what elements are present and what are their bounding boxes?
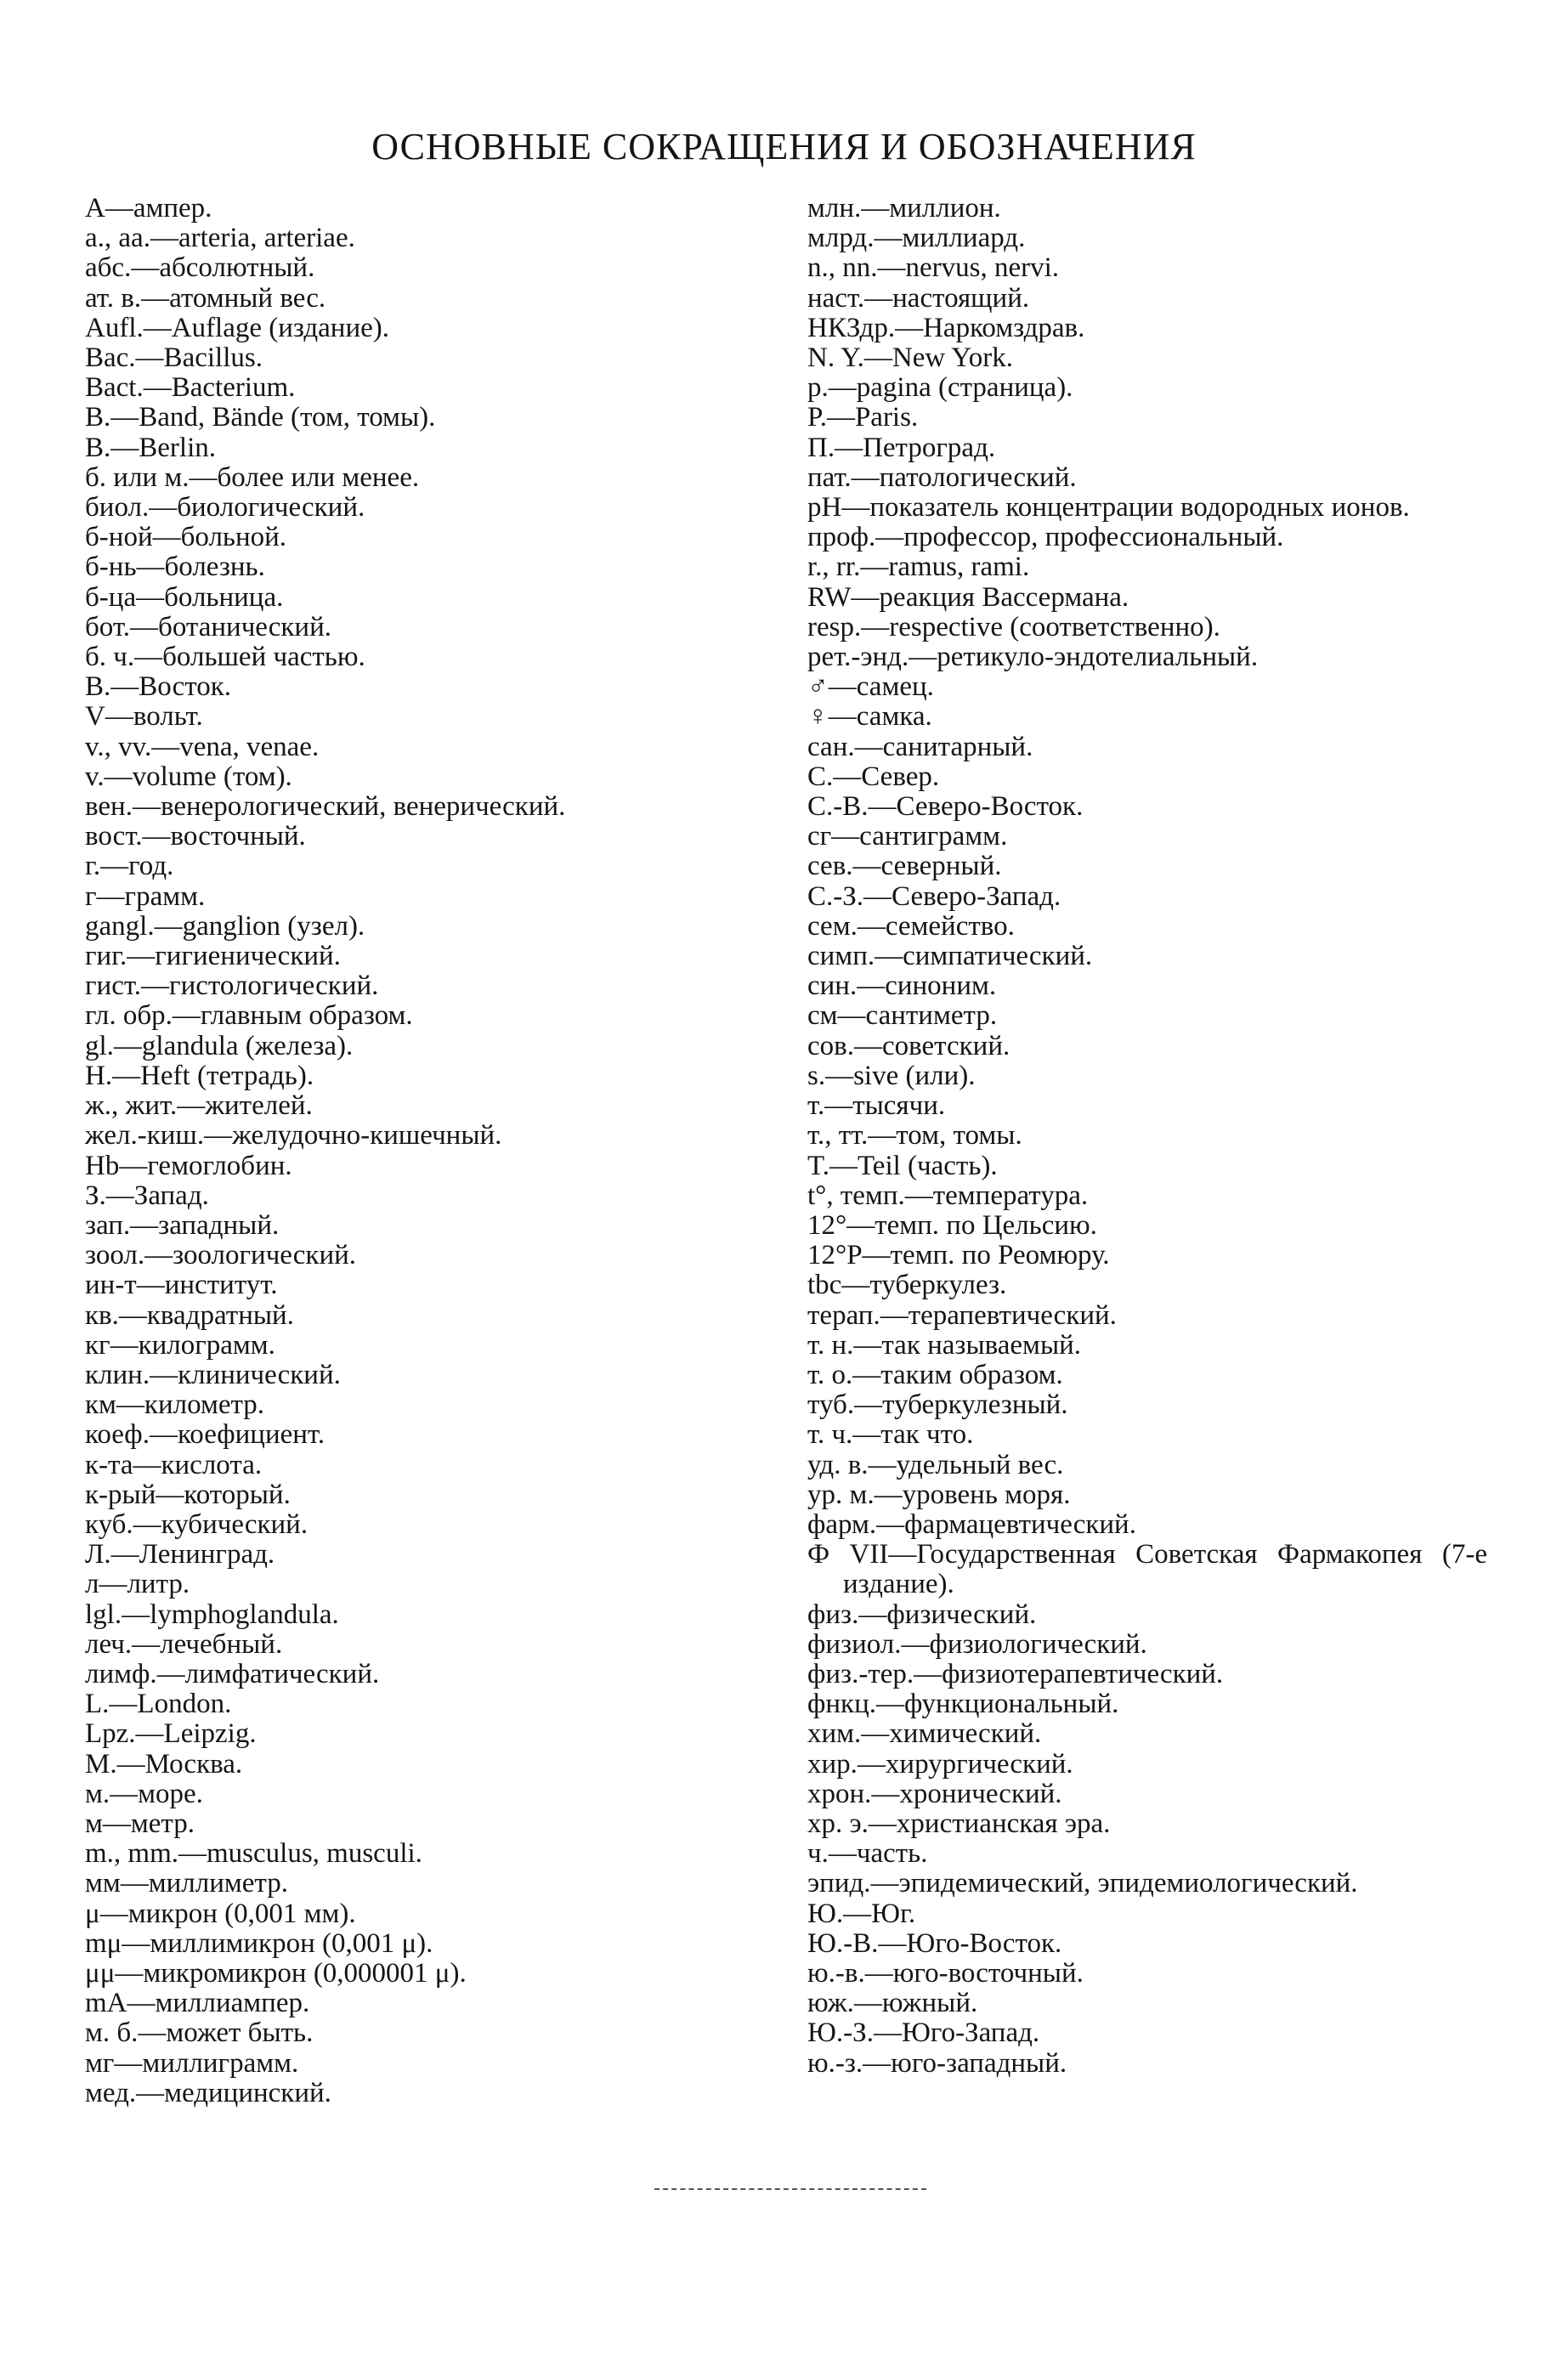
abbreviation-entry: т.—тысячи. [807, 1090, 946, 1122]
abbreviation-entry: физ.-тер.—физиотерапевтический. [807, 1658, 1224, 1689]
abbreviation-entry: L.—London. [85, 1689, 232, 1720]
abbreviation-entry: м.—море. [85, 1778, 203, 1809]
abbreviation-entry: биол.—биологический. [85, 492, 365, 523]
abbreviation-entry: б-ца—больница. [85, 581, 284, 613]
abbreviation-entry: хрон.—хронический. [807, 1778, 1062, 1809]
abbreviation-entry: т. о.—таким образом. [807, 1359, 1063, 1390]
abbreviation-entry: Bact.—Bacterium. [85, 372, 296, 404]
abbreviation-entry: б. или м.—более или менее. [85, 461, 420, 493]
abbreviation-entry: к-рый—который. [85, 1479, 291, 1510]
abbreviation-entry: gl.—glandula (железа). [85, 1030, 354, 1061]
abbreviation-entry: км—километр. [85, 1389, 265, 1421]
abbreviation-entry: сем.—семейство. [807, 910, 1015, 942]
abbreviation-entry: B.—Berlin. [85, 432, 216, 463]
abbreviation-entry: туб.—туберкулезный. [807, 1389, 1068, 1421]
abbreviation-entry: куб.—кубический. [85, 1508, 309, 1540]
abbreviation-entry: gangl.—ganglion (узел). [85, 910, 365, 942]
abbreviation-entry: B.—Band, Bände (том, томы). [85, 402, 436, 433]
abbreviation-entry: вост.—восточный. [85, 821, 306, 852]
right-column [807, 194, 1487, 2079]
abbreviation-entry: б. ч.—большей частью. [85, 642, 365, 673]
abbreviation-entry: зоол.—зоологический. [85, 1240, 357, 1271]
abbreviation-entry: t°, темп.—температура. [807, 1180, 1089, 1211]
abbreviation-entry: жел.-киш.—желудочно-кишечный. [85, 1120, 502, 1152]
abbreviation-entry: Lpz.—Leipzig. [85, 1718, 257, 1750]
abbreviation-entry: В.—Восток. [85, 671, 232, 703]
abbreviation-entry: ч.—часть. [807, 1838, 928, 1870]
abbreviation-entry: Hb—гемоглобин. [85, 1150, 292, 1181]
abbreviation-entry: 12°—темп. по Цельсию. [807, 1209, 1097, 1241]
abbreviation-entry: леч.—лечебный. [85, 1628, 283, 1660]
abbreviation-entry: пат.—патологический. [807, 461, 1077, 493]
abbreviation-entry: tbc—туберкулез. [807, 1270, 1007, 1301]
abbreviation-entry: m., mm.—musculus, musculi. [85, 1838, 422, 1870]
abbreviation-entry: r., rr.—ramus, rami. [807, 552, 1030, 583]
abbreviation-entry: т. н.—так называемый. [807, 1329, 1082, 1361]
abbreviation-entry: мед.—медицинский. [85, 2077, 331, 2108]
abbreviation-entry: физиол.—физиологический. [807, 1628, 1147, 1660]
abbreviation-entry: ♂—самец. [807, 671, 934, 703]
abbreviation-entry: С.—Север. [807, 761, 940, 792]
abbreviation-entry: эпид.—эпидемический, эпидемиологический. [807, 1868, 1358, 1899]
abbreviation-entry: Bac.—Bacillus. [85, 342, 263, 374]
abbreviation-entry: бот.—ботанический. [85, 611, 332, 642]
abbreviation-entry: наст.—настоящий. [807, 282, 1030, 314]
page-title: ОСНОВНЫЕ СОКРАЩЕНИЯ И ОБОЗНАЧЕНИЯ [371, 126, 1197, 167]
abbreviation-entry: т. ч.—так что. [807, 1419, 974, 1451]
abbreviation-entry: С.-З.—Северо-Запад. [807, 880, 1061, 912]
footer-divider [654, 2188, 926, 2190]
abbreviation-entry: ур. м.—уровень моря. [807, 1479, 1071, 1510]
abbreviation-entry: млн.—миллион. [807, 193, 1001, 224]
abbreviation-entry: resp.—respective (соответственно). [807, 611, 1220, 642]
abbreviation-entry: мг—миллиграмм. [85, 2047, 299, 2079]
abbreviation-entry: T.—Teil (часть). [807, 1150, 998, 1181]
abbreviation-entry: p.—pagina (страница). [807, 372, 1073, 404]
abbreviation-entry: П.—Петроград. [807, 432, 996, 463]
abbreviation-entry: гист.—гистологический. [85, 970, 379, 1002]
abbreviation-entry: гл. обр.—главным образом. [85, 1000, 413, 1032]
abbreviation-entry: mA—миллиампер. [85, 1988, 310, 2019]
abbreviation-entry: Ю.-З.—Юго-Запад. [807, 2017, 1040, 2049]
abbreviation-entry: л—литр. [85, 1569, 190, 1600]
abbreviation-entry: лимф.—лимфатический. [85, 1658, 380, 1689]
abbreviation-entry: кг—килограмм. [85, 1329, 275, 1361]
abbreviation-entry: v.—volume (том). [85, 761, 292, 792]
abbreviation-entry: ♀—самка. [807, 701, 932, 733]
abbreviation-entry: З.—Запад. [85, 1180, 209, 1211]
abbreviation-entry: А—ампер. [85, 193, 212, 224]
abbreviation-entry: мм—миллиметр. [85, 1868, 289, 1899]
abbreviation-entry: V—вольт. [85, 701, 203, 733]
abbreviation-entry: RW—реакция Вассермана. [807, 581, 1129, 613]
abbreviation-entry: μμ—микромикрон (0,000001 μ). [85, 1957, 467, 1989]
abbreviation-entry: lgl.—lymphoglandula. [85, 1599, 339, 1630]
left-column [85, 194, 782, 2108]
abbreviation-entry: проф.—профессор, профессиональный. [807, 522, 1284, 553]
abbreviation-entry: ж., жит.—жителей. [85, 1090, 313, 1122]
abbreviation-entry: гиг.—гигиенический. [85, 941, 341, 972]
abbreviation-entry: терап.—терапевтический. [807, 1299, 1117, 1331]
abbreviation-entry: сг—сантиграмм. [807, 821, 1008, 852]
abbreviation-entry: уд. в.—удельный вес. [807, 1449, 1064, 1480]
abbreviation-entry: м. б.—может быть. [85, 2017, 314, 2049]
abbreviation-entry: С.-В.—Северо-Восток. [807, 791, 1084, 823]
abbreviation-entry: ин-т—институт. [85, 1270, 278, 1301]
abbreviation-entry: б-нь—болезнь. [85, 552, 265, 583]
abbreviation-entry: фнкц.—функциональный. [807, 1689, 1119, 1720]
abbreviation-entry: Aufl.—Auflage (издание). [85, 312, 390, 343]
abbreviation-entry: к-та—кислота. [85, 1449, 263, 1480]
abbreviation-entry: ат. в.—атомный вес. [85, 282, 326, 314]
abbreviation-entry: зап.—западный. [85, 1209, 280, 1241]
abbreviation-entry: сев.—северный. [807, 851, 1002, 882]
abbreviation-entry: сан.—санитарный. [807, 731, 1033, 762]
abbreviation-entry: син.—синоним. [807, 970, 997, 1002]
abbreviation-entry: а., аа.—arteria, arteriae. [85, 223, 355, 254]
abbreviation-entry: г.—год. [85, 851, 174, 882]
abbreviation-entry: ю.-з.—юго-западный. [807, 2047, 1067, 2079]
abbreviation-entry: НКЗдр.—Наркомздрав. [807, 312, 1085, 343]
abbreviation-entry: см—сантиметр. [807, 1000, 998, 1032]
abbreviation-entry: mμ—миллимикрон (0,001 μ). [85, 1927, 433, 1959]
abbreviation-entry: сов.—советский. [807, 1030, 1010, 1061]
abbreviation-entry: Ю.-В.—Юго-Восток. [807, 1927, 1062, 1959]
abbreviation-entry: v., vv.—vena, venae. [85, 731, 320, 762]
abbreviation-entry: абс.—абсолютный. [85, 252, 315, 284]
abbreviation-entry: коеф.—коефициент. [85, 1419, 325, 1451]
abbreviation-entry: г—грамм. [85, 880, 206, 912]
abbreviation-entry: s.—sive (или). [807, 1060, 976, 1091]
abbreviation-entry: м—метр. [85, 1808, 195, 1839]
abbreviation-entry: H.—Heft (тетрадь). [85, 1060, 314, 1091]
abbreviation-entry: клин.—клинический. [85, 1359, 341, 1390]
abbreviation-entry: 12°Р—темп. по Реомюру. [807, 1240, 1110, 1271]
abbreviation-entry: М.—Москва. [85, 1748, 243, 1780]
abbreviation-entry: μ—микрон (0,001 мм). [85, 1898, 356, 1929]
abbreviation-entry: хим.—химический. [807, 1718, 1042, 1750]
abbreviation-entry: рет.-энд.—ретикуло-эндотелиальный. [807, 642, 1259, 673]
abbreviation-entry: юж.—южный. [807, 1988, 978, 2019]
abbreviation-entry: P.—Paris. [807, 402, 919, 433]
abbreviation-entry: б-ной—больной. [85, 522, 287, 553]
abbreviation-entry: pH—показатель концентрации водородных ионов. [807, 492, 1410, 523]
abbreviation-entry: n., nn.—nervus, nervi. [807, 252, 1060, 284]
abbreviation-entry: фарм.—фармацевтический. [807, 1508, 1136, 1540]
abbreviation-entry: хир.—хирургический. [807, 1748, 1073, 1780]
abbreviation-entry: N. Y.—New York. [807, 342, 1014, 374]
abbreviation-entry: физ.—физический. [807, 1599, 1037, 1630]
abbreviation-entry: Л.—Ленинград. [85, 1539, 275, 1570]
abbreviation-entry: кв.—квадратный. [85, 1299, 294, 1331]
abbreviation-entry: вен.—венерологический, венерический. [85, 791, 566, 823]
abbreviation-entry: хр. э.—христианская эра. [807, 1808, 1111, 1839]
abbreviation-entry: т., тт.—том, томы. [807, 1120, 1022, 1152]
abbreviation-entry: Ф VII—Государственная Советская Фармакопея (7-е издание). [807, 1539, 1487, 1600]
abbreviation-entry: симп.—симпатический. [807, 941, 1093, 972]
abbreviation-entry: млрд.—миллиард. [807, 223, 1026, 254]
abbreviation-entry: Ю.—Юг. [807, 1898, 916, 1929]
abbreviation-entry: ю.-в.—юго-восточный. [807, 1957, 1084, 1989]
